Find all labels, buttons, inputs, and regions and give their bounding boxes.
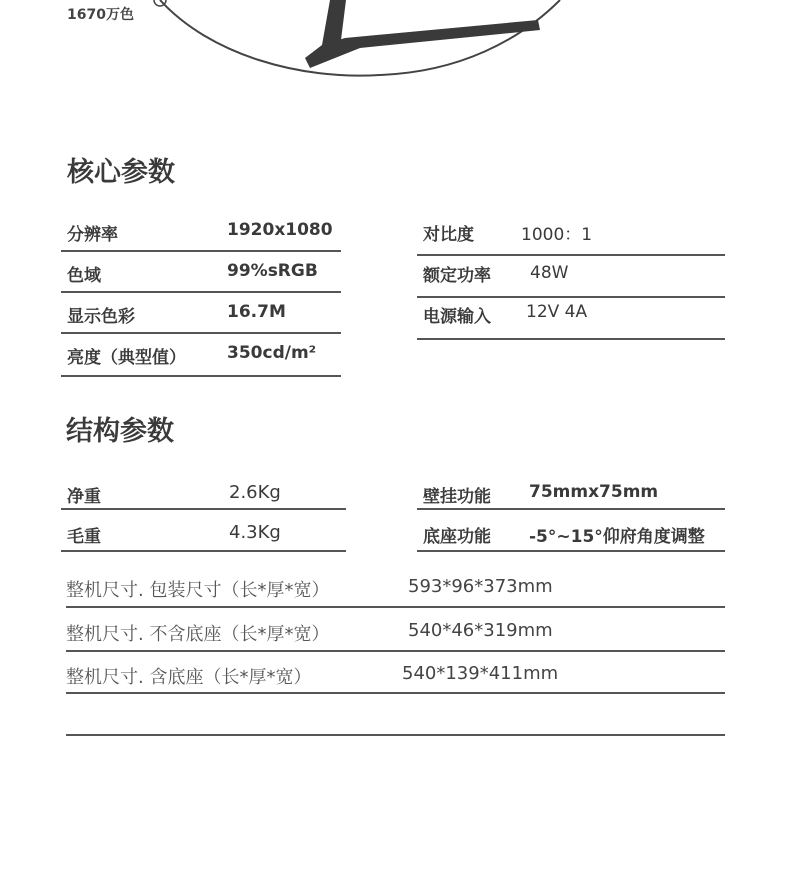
dimension-row bbox=[66, 609, 725, 652]
spec-row bbox=[417, 300, 725, 340]
spec-value: 12V 4A bbox=[526, 302, 588, 322]
spec-value: 350cd/m² bbox=[227, 343, 317, 363]
spec-value: 2.6Kg bbox=[229, 482, 281, 503]
spec-row bbox=[61, 470, 346, 510]
spec-row bbox=[61, 212, 341, 252]
spec-row bbox=[61, 294, 341, 334]
spec-label: 对比度 bbox=[423, 225, 474, 245]
spec-row bbox=[417, 258, 725, 298]
dimension-row bbox=[66, 566, 725, 608]
dimension-row bbox=[66, 653, 725, 694]
spec-label: 显示色彩 bbox=[67, 307, 135, 327]
spec-row bbox=[417, 216, 725, 256]
spec-row bbox=[417, 512, 725, 552]
dimension-label: 整机尺寸. 包装尺寸（长*厚*宽） bbox=[66, 580, 330, 601]
dimension-value: 593*96*373mm bbox=[408, 576, 553, 597]
empty-dimension-row bbox=[66, 695, 725, 736]
core-params-title: 核心参数 bbox=[67, 157, 175, 188]
spec-value: 99%sRGB bbox=[227, 261, 318, 281]
spec-label: 分辨率 bbox=[67, 225, 118, 245]
spec-value: 1000：1 bbox=[521, 225, 593, 245]
spec-value: 48W bbox=[530, 263, 569, 283]
spec-value: 4.3Kg bbox=[229, 522, 281, 543]
spec-row bbox=[61, 337, 341, 377]
spec-label: 电源输入 bbox=[423, 307, 491, 327]
spec-label: 亮度（典型值） bbox=[67, 348, 186, 368]
spec-label: 净重 bbox=[67, 487, 101, 507]
color-count-label: 1670万色 bbox=[67, 7, 134, 23]
spec-value: 1920x1080 bbox=[227, 220, 333, 240]
dimension-label: 整机尺寸. 含底座（长*厚*宽） bbox=[66, 667, 312, 688]
spec-value: 75mmx75mm bbox=[529, 482, 659, 502]
spec-row bbox=[417, 470, 725, 510]
dimension-value: 540*139*411mm bbox=[402, 663, 559, 684]
structure-params-title: 结构参数 bbox=[66, 416, 174, 447]
spec-row bbox=[61, 253, 341, 293]
spec-label: 壁挂功能 bbox=[423, 487, 491, 507]
spec-label: 毛重 bbox=[67, 527, 101, 547]
spec-value: -5°~15°仰府角度调整 bbox=[529, 527, 705, 547]
spec-label: 底座功能 bbox=[423, 527, 491, 547]
spec-value: 16.7M bbox=[227, 302, 286, 322]
spec-label: 额定功率 bbox=[423, 266, 491, 286]
dimension-value: 540*46*319mm bbox=[408, 620, 553, 641]
spec-label: 色域 bbox=[67, 266, 101, 286]
dimension-label: 整机尺寸. 不含底座（长*厚*宽） bbox=[66, 624, 330, 645]
spec-row bbox=[61, 512, 346, 552]
